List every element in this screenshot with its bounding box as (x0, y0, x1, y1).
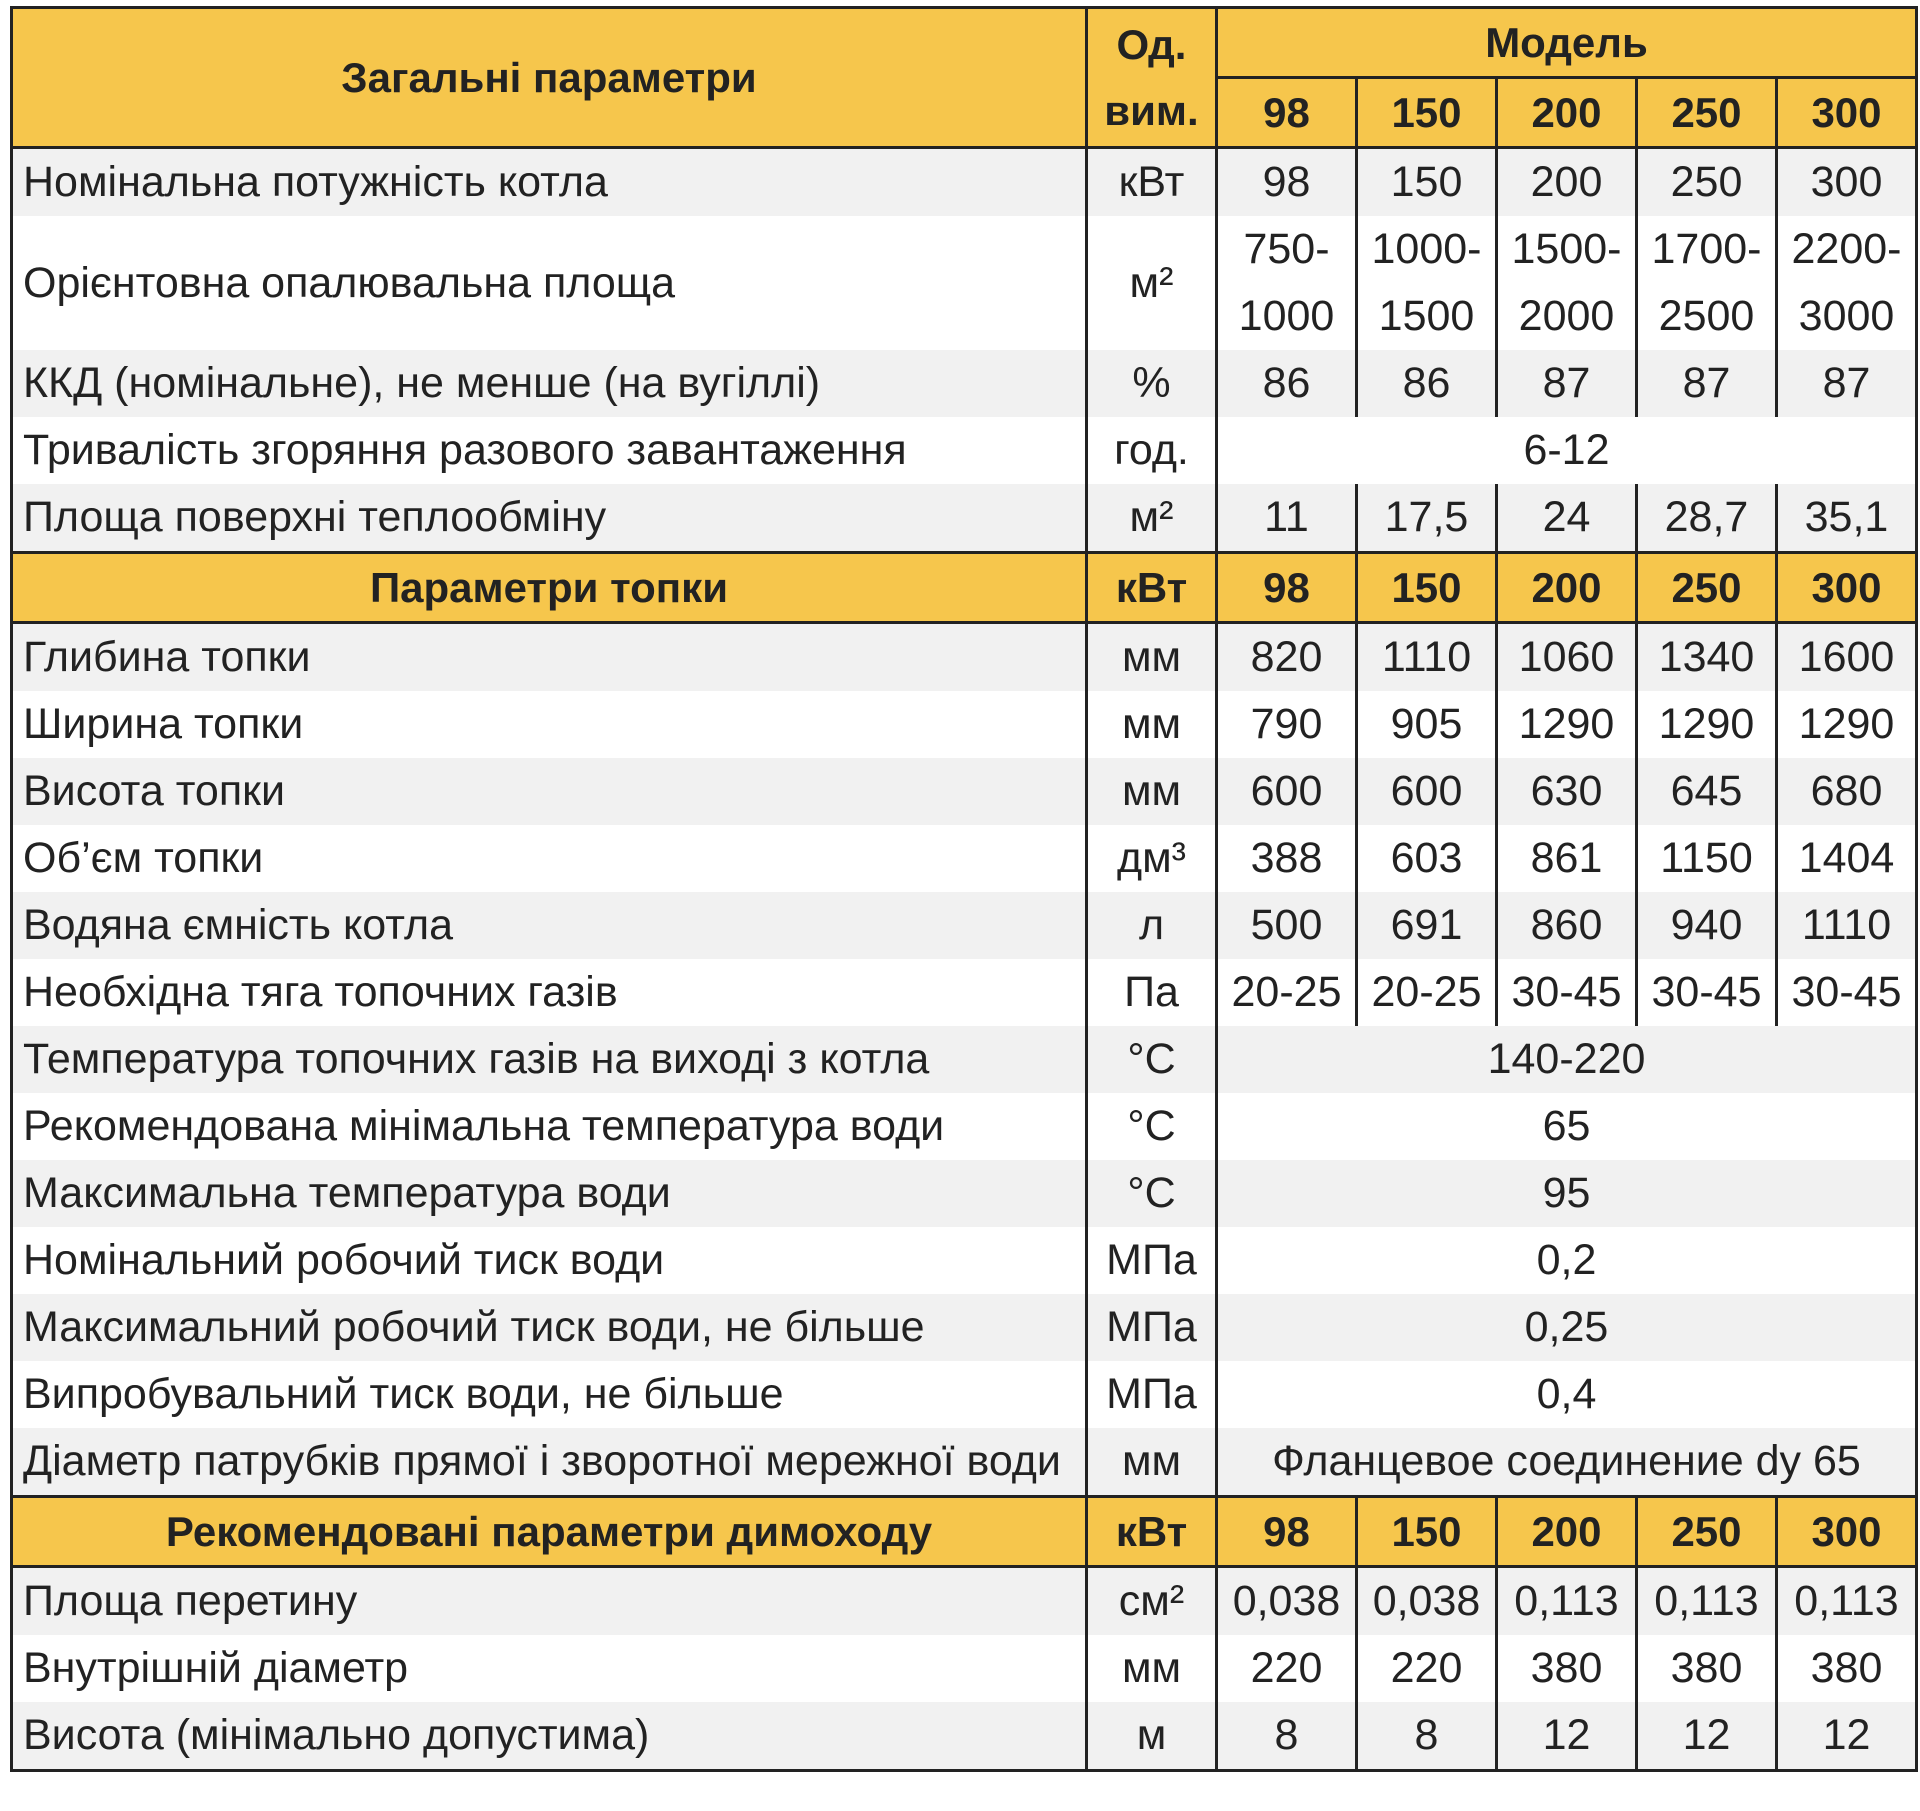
param-value: 1340 (1637, 623, 1777, 692)
param-value: 861 (1497, 825, 1637, 892)
param-value: 87 (1497, 350, 1637, 417)
param-unit: л (1087, 892, 1217, 959)
param-value: 790 (1217, 691, 1357, 758)
param-value: 20-25 (1217, 959, 1357, 1026)
param-value-all-models: 65 (1217, 1093, 1917, 1160)
table-row (12, 148, 1917, 217)
param-unit: мм (1087, 623, 1217, 692)
table-row (12, 825, 1917, 892)
param-label: Рекомендована мінімальна температура води (12, 1093, 1087, 1160)
param-unit: мм (1087, 691, 1217, 758)
table-row (12, 623, 1917, 692)
specifications-table (10, 6, 1918, 1772)
param-value: 860 (1497, 892, 1637, 959)
param-value: 20-25 (1357, 959, 1497, 1026)
model-number: 150 (1357, 553, 1497, 623)
model-number: 250 (1637, 553, 1777, 623)
param-value-all-models: 0,25 (1217, 1294, 1917, 1361)
param-value: 1500-2000 (1497, 216, 1637, 350)
param-value: 0,113 (1497, 1567, 1637, 1636)
param-value-all-models: 0,2 (1217, 1227, 1917, 1294)
param-value: 380 (1777, 1635, 1917, 1702)
param-unit: °С (1087, 1160, 1217, 1227)
param-value: 30-45 (1637, 959, 1777, 1026)
model-number: 250 (1637, 78, 1777, 148)
param-unit: МПа (1087, 1227, 1217, 1294)
table-row (12, 1567, 1917, 1636)
param-value: 603 (1357, 825, 1497, 892)
param-value: 200 (1497, 148, 1637, 217)
param-value: 1700-2500 (1637, 216, 1777, 350)
param-value: 12 (1777, 1702, 1917, 1771)
param-value: 1060 (1497, 623, 1637, 692)
param-unit: кВт (1087, 148, 1217, 217)
param-value: 500 (1217, 892, 1357, 959)
param-value: 1110 (1357, 623, 1497, 692)
param-value: 250 (1637, 148, 1777, 217)
param-value: 750-1000 (1217, 216, 1357, 350)
param-value: 1404 (1777, 825, 1917, 892)
model-number: 200 (1497, 553, 1637, 623)
param-value: 0,038 (1357, 1567, 1497, 1636)
param-label: Ширина топки (12, 691, 1087, 758)
param-value: 220 (1217, 1635, 1357, 1702)
param-label: Максимальна температура води (12, 1160, 1087, 1227)
param-label: Об’єм топки (12, 825, 1087, 892)
model-header: Модель (1217, 8, 1917, 78)
param-label: Глибина топки (12, 623, 1087, 692)
param-value: 380 (1637, 1635, 1777, 1702)
param-label: Висота топки (12, 758, 1087, 825)
param-unit: °С (1087, 1026, 1217, 1093)
param-unit: м (1087, 1702, 1217, 1771)
unit-header-line1: Од. (1116, 20, 1187, 68)
param-value: 1600 (1777, 623, 1917, 692)
param-unit: м² (1087, 484, 1217, 553)
param-value: 24 (1497, 484, 1637, 553)
model-number: 250 (1637, 1497, 1777, 1567)
param-unit: мм (1087, 1635, 1217, 1702)
param-unit: год. (1087, 417, 1217, 484)
model-number: 98 (1217, 553, 1357, 623)
param-unit: МПа (1087, 1294, 1217, 1361)
param-unit: мм (1087, 758, 1217, 825)
param-value: 30-45 (1497, 959, 1637, 1026)
param-unit: Па (1087, 959, 1217, 1026)
param-value: 1290 (1637, 691, 1777, 758)
general-params-title: Загальні параметри (12, 8, 1087, 148)
param-value: 11 (1217, 484, 1357, 553)
param-label: Висота (мінімально допустима) (12, 1702, 1087, 1771)
param-label: Орієнтовна опалювальна площа (12, 216, 1087, 350)
param-value: 0,113 (1777, 1567, 1917, 1636)
param-value: 98 (1217, 148, 1357, 217)
chimney-header-row-unit: кВт (1087, 1497, 1217, 1567)
unit-header-line2: вим. (1104, 86, 1199, 134)
param-value: 8 (1357, 1702, 1497, 1771)
model-number: 150 (1357, 78, 1497, 148)
furnace-header-row-title: Параметри топки (12, 553, 1087, 623)
param-label: ККД (номінальне), не менше (на вугіллі) (12, 350, 1087, 417)
table-row (12, 892, 1917, 959)
table-row (12, 1093, 1917, 1160)
param-value: 0,038 (1217, 1567, 1357, 1636)
table-row (12, 216, 1917, 350)
param-value: 8 (1217, 1702, 1357, 1771)
param-value: 1290 (1777, 691, 1917, 758)
model-number: 98 (1217, 1497, 1357, 1567)
param-value: 300 (1777, 148, 1917, 217)
table-row (12, 691, 1917, 758)
table-row (12, 758, 1917, 825)
param-value: 1000-1500 (1357, 216, 1497, 350)
table-row (12, 1635, 1917, 1702)
param-label: Тривалість згоряння разового завантаження (12, 417, 1087, 484)
param-value-all-models: 6-12 (1217, 417, 1917, 484)
table-row (12, 1294, 1917, 1361)
param-value: 600 (1357, 758, 1497, 825)
model-number: 200 (1497, 78, 1637, 148)
header-row (12, 8, 1917, 78)
param-value: 28,7 (1637, 484, 1777, 553)
param-value: 17,5 (1357, 484, 1497, 553)
param-value: 0,113 (1637, 1567, 1777, 1636)
table-row (12, 1361, 1917, 1428)
model-number: 200 (1497, 1497, 1637, 1567)
param-value: 2200-3000 (1777, 216, 1917, 350)
param-unit: °С (1087, 1093, 1217, 1160)
table-row (12, 959, 1917, 1026)
param-unit: мм (1087, 1428, 1217, 1497)
param-value: 388 (1217, 825, 1357, 892)
model-number: 300 (1777, 78, 1917, 148)
model-number: 300 (1777, 1497, 1917, 1567)
model-number: 150 (1357, 1497, 1497, 1567)
param-label: Площа поверхні теплообміну (12, 484, 1087, 553)
param-label: Температура топочних газів на виході з котла (12, 1026, 1087, 1093)
table-row (12, 1428, 1917, 1497)
table-row (12, 1160, 1917, 1227)
furnace-header-row-unit: кВт (1087, 553, 1217, 623)
param-value: 1290 (1497, 691, 1637, 758)
param-value: 905 (1357, 691, 1497, 758)
param-value: 1150 (1637, 825, 1777, 892)
table-row (12, 417, 1917, 484)
param-value: 30-45 (1777, 959, 1917, 1026)
param-value: 150 (1357, 148, 1497, 217)
param-value: 86 (1357, 350, 1497, 417)
chimney-header-row (12, 1497, 1917, 1567)
param-label: Номінальний робочий тиск води (12, 1227, 1087, 1294)
table-row (12, 1702, 1917, 1771)
param-unit: МПа (1087, 1361, 1217, 1428)
param-value: 12 (1497, 1702, 1637, 1771)
param-value: 1110 (1777, 892, 1917, 959)
param-unit: м² (1087, 216, 1217, 350)
model-number: 300 (1777, 553, 1917, 623)
param-label: Діаметр патрубків прямої і зворотної мережної води (12, 1428, 1087, 1497)
table-row (12, 484, 1917, 553)
param-label: Випробувальний тиск води, не більше (12, 1361, 1087, 1428)
table-row (12, 1227, 1917, 1294)
param-value-all-models: Фланцевое соединение dy 65 (1217, 1428, 1917, 1497)
param-label: Необхідна тяга топочних газів (12, 959, 1087, 1026)
table-row (12, 1026, 1917, 1093)
param-value: 86 (1217, 350, 1357, 417)
param-value-all-models: 0,4 (1217, 1361, 1917, 1428)
param-value: 680 (1777, 758, 1917, 825)
table-row (12, 350, 1917, 417)
param-value: 645 (1637, 758, 1777, 825)
param-label: Площа перетину (12, 1567, 1087, 1636)
param-value-all-models: 95 (1217, 1160, 1917, 1227)
param-value: 691 (1357, 892, 1497, 959)
param-value: 940 (1637, 892, 1777, 959)
param-label: Внутрішній діаметр (12, 1635, 1087, 1702)
unit-column-header (1087, 8, 1217, 148)
furnace-header-row (12, 553, 1917, 623)
param-value: 35,1 (1777, 484, 1917, 553)
param-value: 820 (1217, 623, 1357, 692)
chimney-header-row-title: Рекомендовані параметри димоходу (12, 1497, 1087, 1567)
param-value: 87 (1637, 350, 1777, 417)
param-value: 220 (1357, 1635, 1497, 1702)
param-label: Номінальна потужність котла (12, 148, 1087, 217)
param-unit: дм³ (1087, 825, 1217, 892)
param-label: Водяна ємність котла (12, 892, 1087, 959)
param-value: 630 (1497, 758, 1637, 825)
param-value: 12 (1637, 1702, 1777, 1771)
param-unit: % (1087, 350, 1217, 417)
param-value: 87 (1777, 350, 1917, 417)
model-number: 98 (1217, 78, 1357, 148)
param-value: 600 (1217, 758, 1357, 825)
param-value-all-models: 140-220 (1217, 1026, 1917, 1093)
param-label: Максимальний робочий тиск води, не більше (12, 1294, 1087, 1361)
param-unit: см² (1087, 1567, 1217, 1636)
param-value: 380 (1497, 1635, 1637, 1702)
